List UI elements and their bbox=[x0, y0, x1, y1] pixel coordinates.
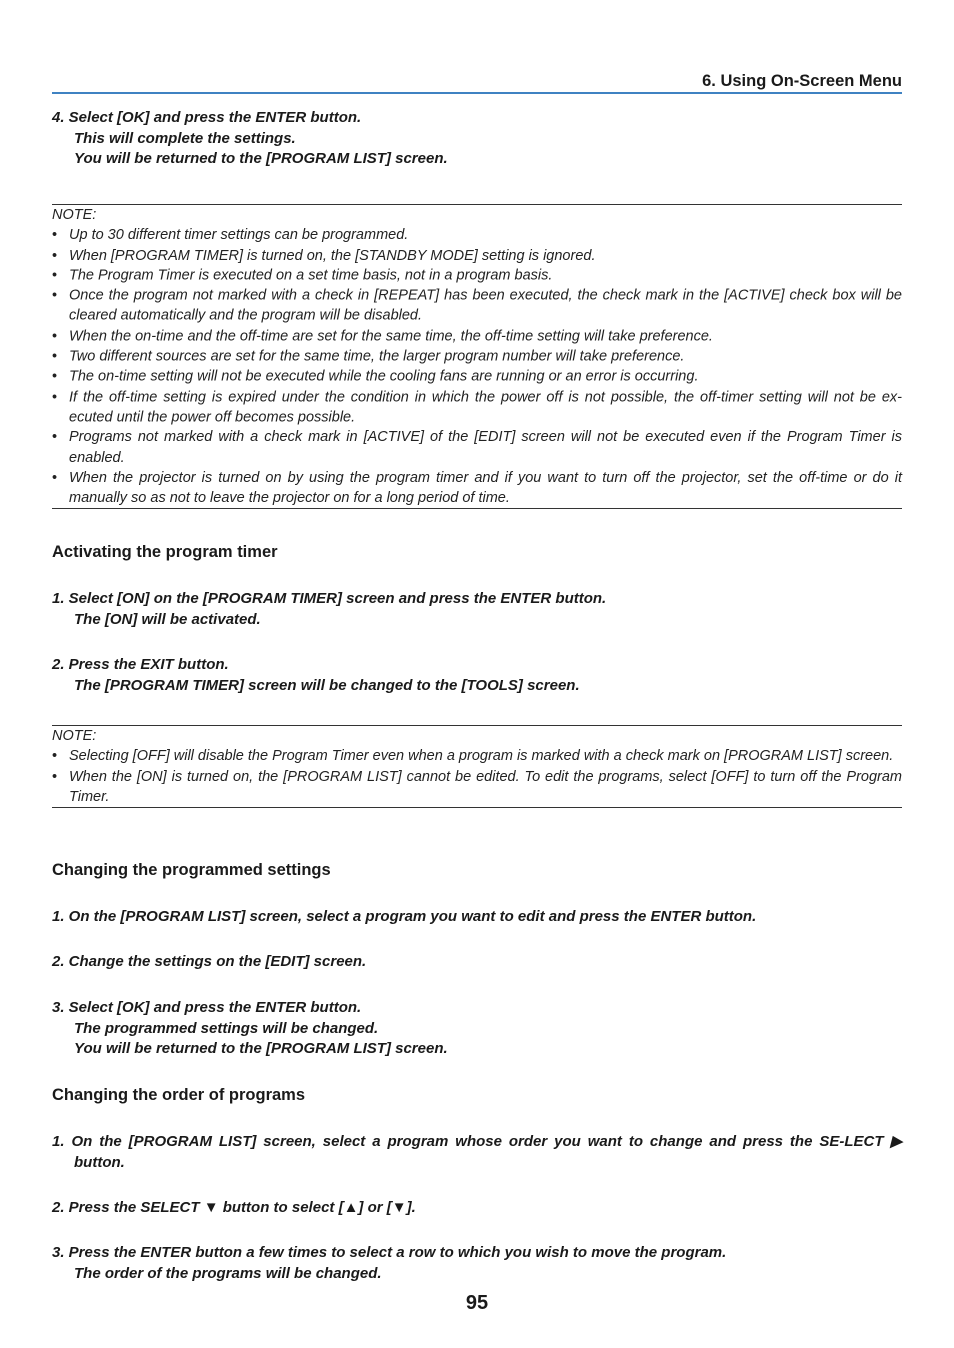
heading-changing-settings: Changing the programmed settings bbox=[52, 861, 331, 879]
bullet-icon: • bbox=[52, 389, 58, 406]
step-order-select: 1. On the [PROGRAM LIST] screen, select a program whose order you want to change and press the SE-LECT ▶ button. bbox=[52, 1133, 902, 1171]
step-edit-select: 1. On the [PROGRAM LIST] screen, select a program you want to edit and press the ENTER button. bbox=[52, 908, 757, 925]
note-bullet: • When the projector is turned on by using the program timer and if you want to turn off the projector, set the off-time or do it manually so as not to leave the projector on for a long period of time. bbox=[52, 469, 902, 507]
note-bullet: • Selecting [OFF] will disable the Program Timer even when a program is marked with a check mark on [PROGRAM LIST] screen. bbox=[52, 746, 902, 766]
note-box-activate bbox=[52, 725, 902, 808]
note-bullet: • Programs not marked with a check mark in [ACTIVE] of the [EDIT] screen will not be executed even if the Program Timer is enabled. bbox=[52, 429, 902, 466]
note-label: NOTE: bbox=[52, 206, 97, 223]
note-bullet: • The on-time setting will not be executed while the cooling fans are running or an error is occurring. bbox=[52, 367, 902, 387]
step-edit-ok bbox=[52, 998, 902, 1060]
bullet-icon: • bbox=[52, 768, 58, 785]
note-list bbox=[52, 746, 902, 807]
step-order-enter bbox=[52, 1243, 902, 1284]
bullet-icon: • bbox=[52, 368, 58, 385]
step-line: You will be returned to the [PROGRAM LIST] screen. bbox=[74, 150, 448, 167]
step-title: 3. Select [OK] and press the ENTER button. bbox=[52, 999, 362, 1016]
note-bullet: • When [PROGRAM TIMER] is turned on, the [STANDBY MODE] setting is ignored. bbox=[52, 245, 902, 265]
note-bullet: • Two different sources are set for the same time, the larger program number will take preference. bbox=[52, 347, 902, 367]
chapter-title: 6. Using On-Screen Menu bbox=[702, 72, 902, 90]
bullet-icon: • bbox=[52, 247, 58, 264]
heading-changing-order: Changing the order of programs bbox=[52, 1086, 306, 1104]
bullet-icon: • bbox=[52, 348, 58, 365]
step-line: You will be returned to the [PROGRAM LIST] screen. bbox=[74, 1040, 448, 1057]
bullet-icon: • bbox=[52, 287, 58, 304]
note-list bbox=[52, 225, 902, 508]
step-line: The order of the programs will be changed. bbox=[74, 1264, 382, 1282]
bullet-icon: • bbox=[52, 429, 58, 446]
step-order-arrow: 2. Press the SELECT ▼ button to select [▲] or [▼]. bbox=[52, 1199, 416, 1216]
note-bullet: • When the on-time and the off-time are set for the same time, the off-time setting will take preference. bbox=[52, 326, 902, 346]
bullet-icon: • bbox=[52, 469, 58, 486]
step-activate-on bbox=[52, 589, 902, 630]
note-bullet: • Once the program not marked with a check in [REPEAT] has been executed, the check mark in the [ACTIVE] check box will be cleared automatically and the program will be disabled. bbox=[52, 287, 902, 325]
step-line: The programmed settings will be changed. bbox=[74, 1019, 379, 1037]
heading-activating: Activating the program timer bbox=[52, 543, 278, 561]
bullet-icon: • bbox=[52, 227, 58, 244]
bullet-icon: • bbox=[52, 267, 58, 284]
note-box-timer bbox=[52, 204, 902, 509]
step-title: 2. Press the EXIT button. bbox=[52, 656, 229, 673]
step-title: 1. Select [ON] on the [PROGRAM TIMER] screen and press the ENTER button. bbox=[52, 590, 607, 607]
note-bullet: • If the off-time setting is expired under the condition in which the power off is not possible, the off-timer setting will not be ex-ecuted until the power off becomes possible. bbox=[52, 389, 902, 426]
page-number: 95 bbox=[465, 1292, 489, 1314]
step-line: The [ON] will be activated. bbox=[74, 610, 261, 628]
step-line: The [PROGRAM TIMER] screen will be changed to the [TOOLS] screen. bbox=[74, 676, 580, 694]
step-press-exit bbox=[52, 655, 902, 696]
step-title: 4. Select [OK] and press the ENTER button. bbox=[52, 109, 362, 126]
bullet-icon: • bbox=[52, 748, 58, 765]
step-edit-change: 2. Change the settings on the [EDIT] screen. bbox=[52, 953, 367, 970]
step-select-ok bbox=[52, 108, 902, 170]
step-title: 3. Press the ENTER button a few times to select a row to which you wish to move the program. bbox=[52, 1244, 727, 1261]
note-bullet: • When the [ON] is turned on, the [PROGRAM LIST] cannot be edited. To edit the programs, select [OFF] to turn off the Program Timer. bbox=[52, 768, 902, 805]
note-bullet: • Up to 30 different timer settings can be programmed. bbox=[52, 225, 902, 245]
note-bullet: • The Program Timer is executed on a set time basis, not in a program basis. bbox=[52, 266, 902, 286]
page-header bbox=[52, 70, 902, 94]
bullet-icon: • bbox=[52, 328, 58, 345]
step-line: This will complete the settings. bbox=[74, 129, 296, 147]
note-label: NOTE: bbox=[52, 728, 97, 744]
